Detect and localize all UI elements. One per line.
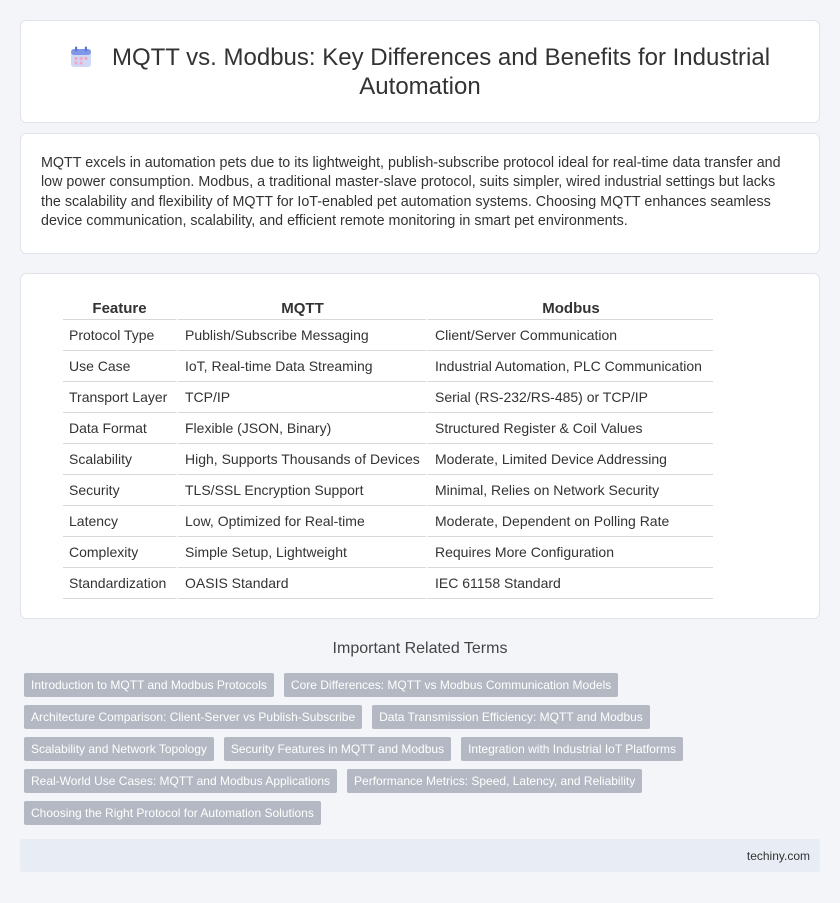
table-row — [63, 320, 713, 351]
feature-cell: Protocol Type — [63, 320, 176, 351]
modbus-cell: Structured Register & Coil Values — [426, 413, 713, 444]
table-row — [63, 382, 713, 413]
mqtt-cell: TLS/SSL Encryption Support — [176, 475, 426, 506]
modbus-cell: IEC 61158 Standard — [426, 568, 713, 599]
modbus-cell: Moderate, Limited Device Addressing — [426, 444, 713, 475]
header-mqtt: MQTT — [176, 294, 426, 320]
header-modbus: Modbus — [426, 294, 713, 320]
related-term-tag[interactable]: Integration with Industrial IoT Platforms — [461, 737, 683, 761]
mqtt-cell: IoT, Real-time Data Streaming — [176, 351, 426, 382]
feature-cell: Security — [63, 475, 176, 506]
feature-cell: Scalability — [63, 444, 176, 475]
related-term-tag[interactable]: Architecture Comparison: Client-Server vs Publish-Subscribe — [24, 705, 362, 729]
related-term-tag[interactable]: Core Differences: MQTT vs Modbus Communication Models — [284, 673, 618, 697]
mqtt-cell: Simple Setup, Lightweight — [176, 537, 426, 568]
mqtt-cell: Publish/Subscribe Messaging — [176, 320, 426, 351]
modbus-cell: Client/Server Communication — [426, 320, 713, 351]
tag-row — [24, 673, 824, 705]
comparison-table — [63, 294, 713, 599]
mqtt-cell: Flexible (JSON, Binary) — [176, 413, 426, 444]
related-term-tag[interactable]: Data Transmission Efficiency: MQTT and Modbus — [372, 705, 650, 729]
header-feature: Feature — [63, 294, 176, 320]
feature-cell: Data Format — [63, 413, 176, 444]
modbus-cell: Requires More Configuration — [426, 537, 713, 568]
tag-row — [24, 705, 824, 737]
table-row — [63, 475, 713, 506]
feature-cell: Use Case — [63, 351, 176, 382]
mqtt-cell: High, Supports Thousands of Devices — [176, 444, 426, 475]
calendar-icon — [70, 46, 92, 68]
header-card — [20, 20, 820, 123]
footer — [20, 839, 820, 872]
table-row — [63, 444, 713, 475]
mqtt-cell: OASIS Standard — [176, 568, 426, 599]
table-row — [63, 537, 713, 568]
feature-cell: Latency — [63, 506, 176, 537]
related-term-tag[interactable]: Security Features in MQTT and Modbus — [224, 737, 451, 761]
table-row — [63, 351, 713, 382]
related-term-tag[interactable]: Performance Metrics: Speed, Latency, and Reliability — [347, 769, 642, 793]
page-title-text: MQTT vs. Modbus: Key Differences and Benefits for Industrial Automation — [111, 44, 771, 100]
intro-card — [20, 133, 820, 254]
intro-text: MQTT excels in automation pets due to its lightweight, publish-subscribe protocol ideal for real-time data transfer and low power consumption. Modbus, a traditional master-slave protocol, suits simpler, wired industrial settings but lacks the scalability and flexibility of MQTT for IoT-enabled pet automation systems. Choosing MQTT enhances seamless device communication, scalability, and efficient remote monitoring in smart pet environments. — [41, 155, 781, 230]
table-header-row — [63, 294, 713, 320]
feature-cell: Complexity — [63, 537, 176, 568]
related-term-tag[interactable]: Scalability and Network Topology — [24, 737, 214, 761]
feature-cell: Transport Layer — [63, 382, 176, 413]
table-row — [63, 568, 713, 599]
mqtt-cell: TCP/IP — [176, 382, 426, 413]
related-term-tag[interactable]: Choosing the Right Protocol for Automation Solutions — [24, 801, 321, 825]
page-title — [60, 43, 780, 101]
table-row — [63, 506, 713, 537]
modbus-cell: Minimal, Relies on Network Security — [426, 475, 713, 506]
header — [21, 43, 819, 101]
feature-cell: Standardization — [63, 568, 176, 599]
related-term-tag[interactable]: Real-World Use Cases: MQTT and Modbus Applications — [24, 769, 337, 793]
table-row — [63, 413, 713, 444]
related-term-tag[interactable]: Introduction to MQTT and Modbus Protocols — [24, 673, 274, 697]
comparison-table-card — [20, 273, 820, 619]
related-terms-tags — [24, 673, 824, 833]
related-terms-title: Important Related Terms — [332, 640, 508, 657]
footer-site[interactable]: techiny.com — [746, 849, 810, 863]
modbus-cell: Serial (RS-232/RS-485) or TCP/IP — [426, 382, 713, 413]
mqtt-cell: Low, Optimized for Real-time — [176, 506, 426, 537]
tag-row — [24, 769, 824, 801]
tag-row — [24, 737, 824, 769]
tag-row — [24, 801, 824, 833]
modbus-cell: Industrial Automation, PLC Communication — [426, 351, 713, 382]
modbus-cell: Moderate, Dependent on Polling Rate — [426, 506, 713, 537]
